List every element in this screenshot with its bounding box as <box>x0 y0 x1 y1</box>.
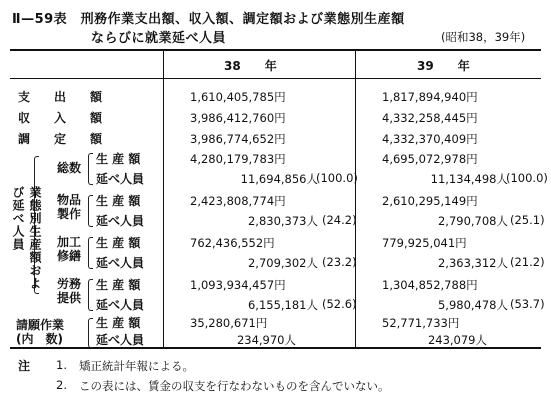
cell-shishutsu-39: 1,817,894,940円 <box>382 90 478 104</box>
group-label-ukeoi-2: (内 数) <box>16 332 63 346</box>
cell-shishutsu-38: 1,610,405,785円 <box>190 90 286 104</box>
note-2-number: 2. <box>56 378 67 392</box>
column-divider-1 <box>163 49 164 347</box>
brace-kako <box>88 237 93 269</box>
note-1-number: 1. <box>56 358 67 372</box>
cell-chotei-39: 4,332,370,409円 <box>382 132 478 146</box>
cell-kako-p39: (21.2) <box>510 255 545 269</box>
cell-ukeoi-a38: 35,280,671円 <box>190 316 268 330</box>
table-title-line2: ならびに就業延べ人員 <box>91 31 227 46</box>
sub-label-sosu-2: 延べ人員 <box>96 172 145 186</box>
group-label-sosu: 総数 <box>57 161 82 175</box>
cell-sosu-b38: 11,694,856人 <box>240 172 318 186</box>
sub-label-buppin-2: 延べ人員 <box>96 214 145 228</box>
cell-romu-b39: 5,980,478人 <box>437 298 508 312</box>
sub-label-sosu-1: 生 産 額 <box>96 152 141 166</box>
sub-label-romu-2: 延べ人員 <box>96 298 145 312</box>
group-label-buppin-2: 製作 <box>57 207 82 221</box>
cell-kako-b39: 2,363,312人 <box>437 256 508 270</box>
cell-kako-a38: 762,436,552円 <box>190 236 275 250</box>
note-1-text: 矯正統計年報による。 <box>79 359 194 373</box>
column-header-38: 38 年 <box>224 59 277 73</box>
brace-romu <box>88 279 93 311</box>
cell-sosu-a39: 4,695,072,978円 <box>382 152 478 166</box>
row-label-shishutsu: 支 出 額 <box>18 90 103 104</box>
group-label-ukeoi-1: 請願作業 <box>16 318 65 332</box>
cell-sosu-b39: 11,134,498人 <box>430 172 508 186</box>
sub-label-romu-1: 生 産 額 <box>96 278 141 292</box>
cell-buppin-a38: 2,423,808,774円 <box>190 194 286 208</box>
cell-ukeoi-b38: 234,970人 <box>236 333 296 347</box>
cell-chotei-38: 3,986,774,652円 <box>190 132 286 146</box>
row-label-chotei: 調 定 額 <box>18 132 103 146</box>
cell-kako-p38: (23.2) <box>322 255 357 269</box>
cell-buppin-a39: 2,610,295,149円 <box>382 194 478 208</box>
cell-sosu-a38: 4,280,179,783円 <box>190 152 286 166</box>
cell-kako-b38: 2,709,302人 <box>247 256 318 270</box>
brace-buppin <box>88 195 93 227</box>
notes-head: 注 <box>18 359 31 373</box>
cell-romu-a39: 1,304,852,788円 <box>382 278 478 292</box>
group-label-kako-1: 加工 <box>57 235 82 249</box>
cell-sosu-p39: (100.0) <box>506 171 548 185</box>
sub-label-kako-2: 延べ人員 <box>96 256 145 270</box>
cell-sosu-p38: (100.0) <box>316 171 358 185</box>
sub-label-kako-1: 生 産 額 <box>96 236 141 250</box>
brace-sosu <box>88 153 93 185</box>
cell-romu-a38: 1,093,934,457円 <box>190 278 286 292</box>
cell-buppin-p38: (24.2) <box>322 213 357 227</box>
cell-romu-b38: 6,155,181人 <box>247 298 318 312</box>
cell-ukeoi-a39: 52,771,733円 <box>382 316 460 330</box>
cell-buppin-b39: 2,790,708人 <box>437 214 508 228</box>
group-label-buppin-1: 物品 <box>57 193 82 207</box>
cell-ukeoi-b39: 243,079人 <box>427 333 487 347</box>
note-2-text: この表には、賃金の収支を行なわないものを含んでいない。 <box>79 379 390 393</box>
group-label-kako-2: 修繕 <box>57 249 82 263</box>
brace-ukeoi <box>88 318 93 348</box>
row-label-shunyu: 収 入 額 <box>18 111 103 125</box>
sub-label-ukeoi-1: 生 産 額 <box>96 316 141 330</box>
group-label-romu-1: 労務 <box>57 277 82 291</box>
cell-shunyu-39: 4,332,258,445円 <box>382 111 478 125</box>
cell-buppin-b38: 2,830,373人 <box>247 214 318 228</box>
cell-shunyu-38: 3,986,412,760円 <box>190 111 286 125</box>
sub-label-buppin-1: 生 産 額 <box>96 194 141 208</box>
cell-buppin-p39: (25.1) <box>510 213 545 227</box>
side-vertical-label: 業態別生産額および延べ人員 <box>11 186 42 290</box>
cell-romu-p39: (53.7) <box>510 297 545 311</box>
sub-label-ukeoi-2: 延べ人員 <box>96 333 145 347</box>
column-header-39: 39 年 <box>417 59 470 73</box>
cell-romu-p38: (52.6) <box>322 297 357 311</box>
header-rule <box>10 78 541 79</box>
table-period: (昭和38，39年) <box>441 30 526 44</box>
top-rule <box>10 49 541 51</box>
group-label-romu-2: 提供 <box>57 291 82 305</box>
cell-kako-a39: 779,925,041円 <box>382 236 467 250</box>
table-title-line1: Ⅱ—59表 刑務作業支出額、収入額、調定額および業態別生産額 <box>12 12 405 27</box>
